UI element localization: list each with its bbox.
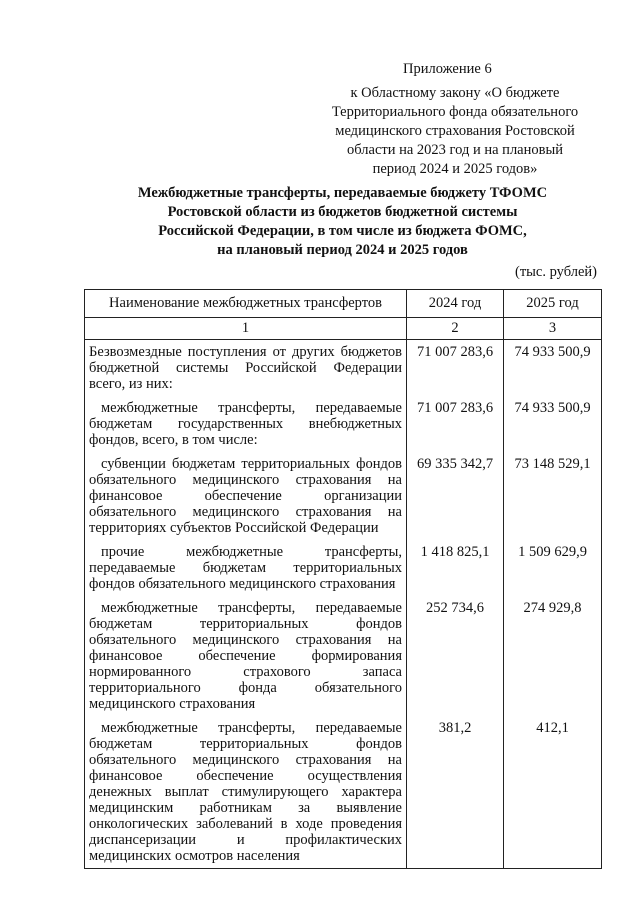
row-name: межбюджетные трансферты, передаваемые бюджетам государственных внебюджетных фондов, всего, в том числе:: [85, 396, 407, 452]
title-line: Российской Федерации, в том числе из бюджета ФОМС,: [158, 223, 527, 239]
document-title: [80, 184, 605, 260]
table-header-row: [85, 290, 602, 318]
column-number-row: [85, 318, 602, 340]
header-2024: 2024 год: [407, 290, 504, 318]
row-name: межбюджетные трансферты, передаваемые бюджетам территориальных фондов обязательного медицинского страхования на финансовое обеспечение формирования нормированного страхового запаса территориального фонда обязательного медицинского страхования: [85, 596, 407, 716]
value-2024: 69 335 342,7: [407, 452, 504, 540]
title-line: Межбюджетные трансферты, передаваемые бюджету ТФОМС: [137, 185, 548, 201]
value-2024: 381,2: [407, 716, 504, 869]
header-name: Наименование межбюджетных трансфертов: [85, 290, 407, 318]
table-row: [85, 452, 602, 540]
value-2024: 71 007 283,6: [407, 340, 504, 397]
appendix-line: области на 2023 год и на плановый: [347, 142, 563, 158]
title-line: Ростовской области из бюджетов бюджетной системы: [167, 204, 518, 220]
value-2024: 71 007 283,6: [407, 396, 504, 452]
value-2024: 252 734,6: [407, 596, 504, 716]
row-name: субвенции бюджетам территориальных фондов обязательного медицинского страхования на финансовое обеспечение организации обязательного медицинского страхования на территориях субъектов Российской Федерации: [85, 452, 407, 540]
appendix-title: Приложение 6: [403, 61, 492, 77]
value-2025: 274 929,8: [504, 596, 602, 716]
row-name: Безвозмездные поступления от других бюджетов бюджетной системы Российской Федерации всего, из них:: [85, 340, 407, 397]
header-2025: 2025 год: [504, 290, 602, 318]
appendix-line: Территориального фонда обязательного: [331, 104, 579, 120]
row-name: межбюджетные трансферты, передаваемые бюджетам территориальных фондов обязательного медицинского страхования на финансовое обеспечение осуществления денежных выплат стимулирующего характера медицинским работникам за выявление онкологических заболеваний в ходе проведения диспансеризации и профилактических медицинских осмотров населения: [85, 716, 407, 869]
appendix-line: к Областному закону «О бюджете: [350, 85, 560, 101]
table-row: [85, 716, 602, 869]
value-2025: 1 509 629,9: [504, 540, 602, 596]
appendix-line: медицинского страхования Ростовской: [335, 123, 575, 139]
table-row: [85, 596, 602, 716]
value-2025: 73 148 529,1: [504, 452, 602, 540]
units-label: (тыс. рублей): [515, 264, 597, 280]
value-2025: 412,1: [504, 716, 602, 869]
column-number: 1: [85, 318, 407, 340]
table-row: [85, 340, 602, 397]
value-2024: 1 418 825,1: [407, 540, 504, 596]
appendix-line: период 2024 и 2025 годов»: [372, 161, 538, 177]
transfers-table: [84, 289, 602, 869]
appendix-reference: [305, 84, 605, 179]
table-row: [85, 396, 602, 452]
value-2025: 74 933 500,9: [504, 340, 602, 397]
row-name: прочие межбюджетные трансферты, передаваемые бюджетам территориальных фондов обязательного медицинского страхования: [85, 540, 407, 596]
title-line: на плановый период 2024 и 2025 годов: [217, 242, 468, 258]
column-number: 3: [504, 318, 602, 340]
value-2025: 74 933 500,9: [504, 396, 602, 452]
table-row: [85, 540, 602, 596]
column-number: 2: [407, 318, 504, 340]
